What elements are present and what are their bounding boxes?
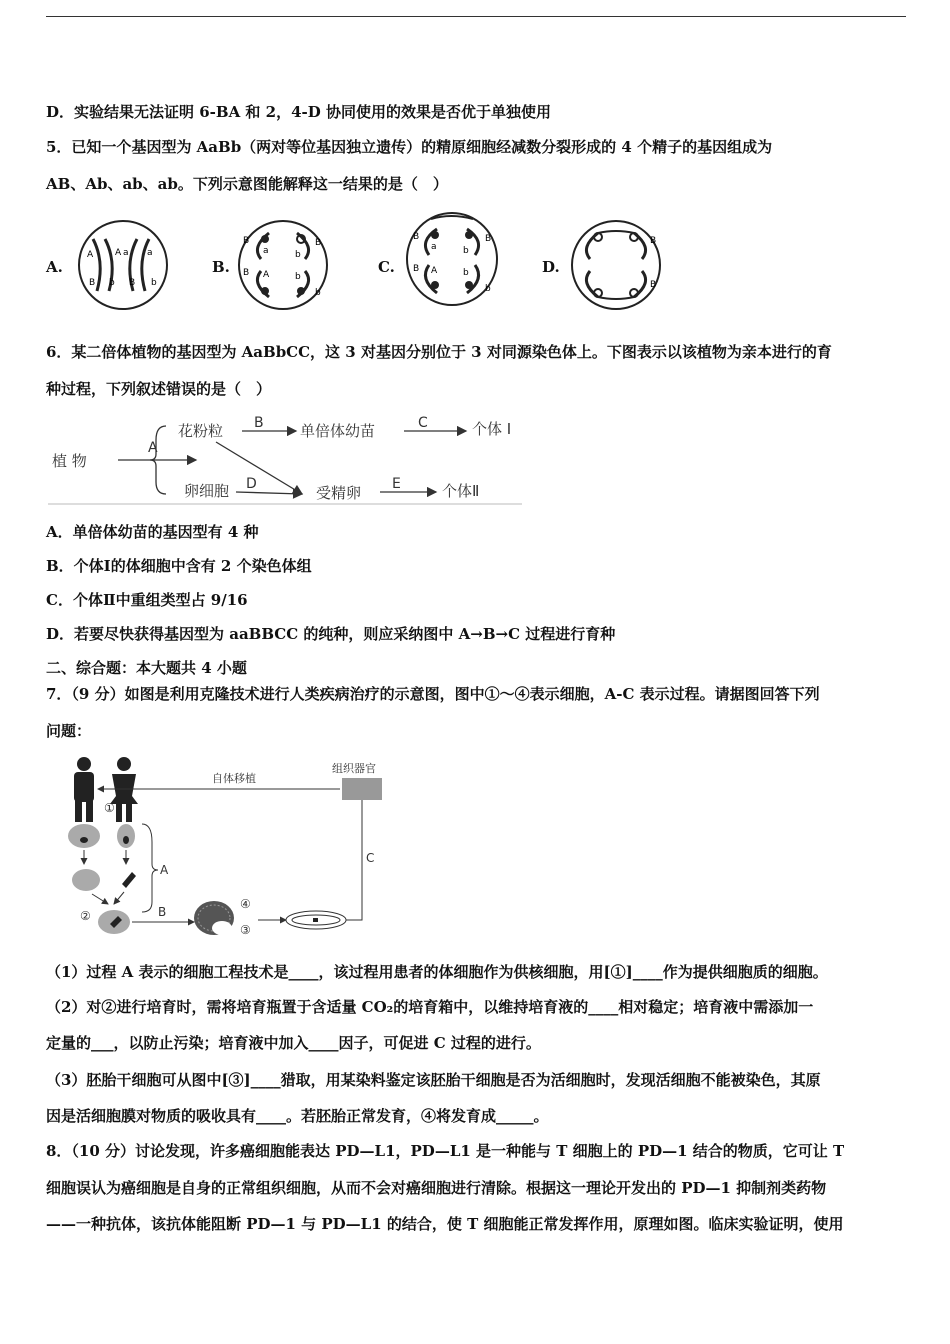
allele-label: A (115, 248, 122, 258)
q7-part-2-line1: （2）对②进行培育时，需将培育瓶置于含适量 CO₂的培育箱中，以维持培育液的____相对稳定；培育液中需添加一 (46, 998, 814, 1016)
allele-label: B (315, 238, 322, 248)
allele-label: a (431, 242, 437, 252)
allele-label: B (650, 236, 657, 246)
allele-label: a (123, 248, 129, 258)
allele-label: A (431, 266, 438, 276)
blastocyst (194, 901, 234, 935)
process-c-label: C (366, 851, 375, 865)
process-b-label: B (158, 905, 167, 919)
allele-label: A (263, 270, 270, 280)
q5-option-c-label: C. (378, 258, 395, 276)
section-2-heading: 二、综合题：本大题共 4 小题 (46, 659, 247, 677)
step-b-label: B (254, 415, 264, 431)
cell-2-label: ② (80, 909, 91, 923)
allele-label: b (315, 288, 321, 298)
q6-option-c: C．个体Ⅱ中重组类型占 9/16 (46, 591, 248, 609)
cell-4-label: ④ (240, 897, 251, 911)
allele-label: B (243, 268, 250, 278)
q5-option-a-label: A. (46, 258, 63, 276)
allele-label: B (89, 278, 96, 288)
culture-dish (286, 911, 346, 929)
patient-figure (74, 757, 94, 822)
allele-label: B (413, 232, 420, 242)
cell-1-label: ① (104, 801, 115, 815)
pollen-label: 花粉粒 (178, 422, 224, 440)
q6-stem-line2: 种过程，下列叙述错误的是（ ） (46, 380, 272, 398)
allele-label: a (147, 248, 153, 258)
allele-label: a (263, 246, 269, 256)
q5-option-b-label: B. (212, 258, 230, 276)
q8-stem-line2: 细胞误认为癌细胞是自身的正常组织细胞，从而不会对癌细胞进行清除。根据这一理论开发出的 PD—1 抑制剂类药物 (46, 1179, 827, 1197)
individual-2-label: 个体Ⅱ (442, 482, 480, 500)
transplant-label: 自体移植 (212, 772, 256, 785)
q5-cell-c-diagram (403, 209, 501, 309)
q6-option-d: D．若要尽快获得基因型为 aaBBCC 的纯种，则应采纳图中 A→B→C 过程进行育种 (46, 625, 616, 643)
haploid-label: 单倍体幼苗 (300, 422, 376, 440)
step-d-label: D (246, 476, 257, 492)
allele-label: b (463, 246, 469, 256)
q6-option-b: B．个体Ⅰ的体细胞中含有 2 个染色体组 (46, 557, 312, 575)
q5-stem-line2: AB、Ab、ab、ab。下列示意图能解释这一结果的是（ ） (46, 175, 448, 193)
q7-part-3-line1: （3）胚胎干细胞可从图中[③]____猎取，用某染料鉴定该胚胎干细胞是否为活细胞时，发现活细胞不能被染色，其原 (46, 1071, 821, 1089)
q8-stem-line3: ——一种抗体，该抗体能阻断 PD—1 与 PD—L1 的结合，使 T 细胞能正常发挥作用，原理如图。临床实验证明，使用 (46, 1215, 844, 1233)
step-e-label: E (392, 476, 401, 492)
allele-label: b (463, 268, 469, 278)
q7-stem-line2: 问题： (46, 722, 92, 740)
q7-part-3-line2: 因是活细胞膜对物质的吸收具有____。若胚胎正常发育，④将发育成_____。 (46, 1107, 549, 1125)
q4-option-d: D．实验结果无法证明 6-BA 和 2，4-D 协同使用的效果是否优于单独使用 (46, 103, 551, 121)
allele-label: A (87, 250, 94, 260)
allele-label: B (129, 278, 136, 288)
allele-label: B (485, 234, 492, 244)
allele-label: B (243, 236, 250, 246)
individual-1-label: 个体 I (472, 420, 512, 438)
q6-option-a: A．单倍体幼苗的基因型有 4 种 (46, 523, 259, 541)
q6-stem-line1: 6．某二倍体植物的基因型为 AaBbCC，这 3 对基因分别位于 3 对同源染色体上。下图表示以该植物为亲本进行的育 (46, 343, 832, 361)
organ-label: 组织器官 (332, 762, 376, 775)
header-rule (46, 16, 906, 17)
allele-label: B (650, 280, 657, 290)
cell-3-label: ③ (240, 923, 251, 937)
q5-cell-b-diagram (235, 217, 331, 313)
q5-option-d-label: D. (542, 258, 560, 276)
allele-label: b (295, 272, 301, 282)
q7-part-2-line2: 定量的___，以防止污染；培育液中加入____因子，可促进 C 过程的进行。 (46, 1034, 541, 1052)
q7-cloning-diagram (62, 752, 392, 944)
allele-label: b (485, 284, 491, 294)
egg-label: 卵细胞 (184, 482, 230, 500)
zygote-label: 受精卵 (316, 484, 362, 502)
q5-stem-line1: 5．已知一个基因型为 AaBb（两对等位基因独立遗传）的精原细胞经减数分裂形成的 4 个精子的基因组成为 (46, 138, 773, 156)
allele-label: b (109, 278, 115, 288)
step-a-label: A (148, 440, 158, 456)
q5-cell-a-diagram (75, 217, 171, 313)
q8-stem-line1: 8．（10 分）讨论发现，许多癌细胞能表达 PD—L1，PD—L1 是一种能与 T 细胞上的 PD—1 结合的物质，它可让 T (46, 1142, 845, 1160)
q7-stem-line1: 7．（9 分）如图是利用克隆技术进行人类疾病治疗的示意图，图中①～④表示细胞，A-C 表示过程。请据图回答下列 (46, 685, 820, 703)
step-c-label: C (418, 415, 428, 431)
allele-label: b (295, 250, 301, 260)
process-a-label: A (160, 863, 169, 877)
allele-label: b (151, 278, 157, 288)
allele-label: B (413, 264, 420, 274)
q6-breeding-diagram (46, 410, 526, 506)
plant-label: 植 物 (52, 452, 87, 470)
q5-cell-d-diagram (568, 217, 664, 313)
q7-part-1: （1）过程 A 表示的细胞工程技术是____，该过程用患者的体细胞作为供核细胞，用[①]____作为提供细胞质的细胞。 (46, 963, 828, 981)
